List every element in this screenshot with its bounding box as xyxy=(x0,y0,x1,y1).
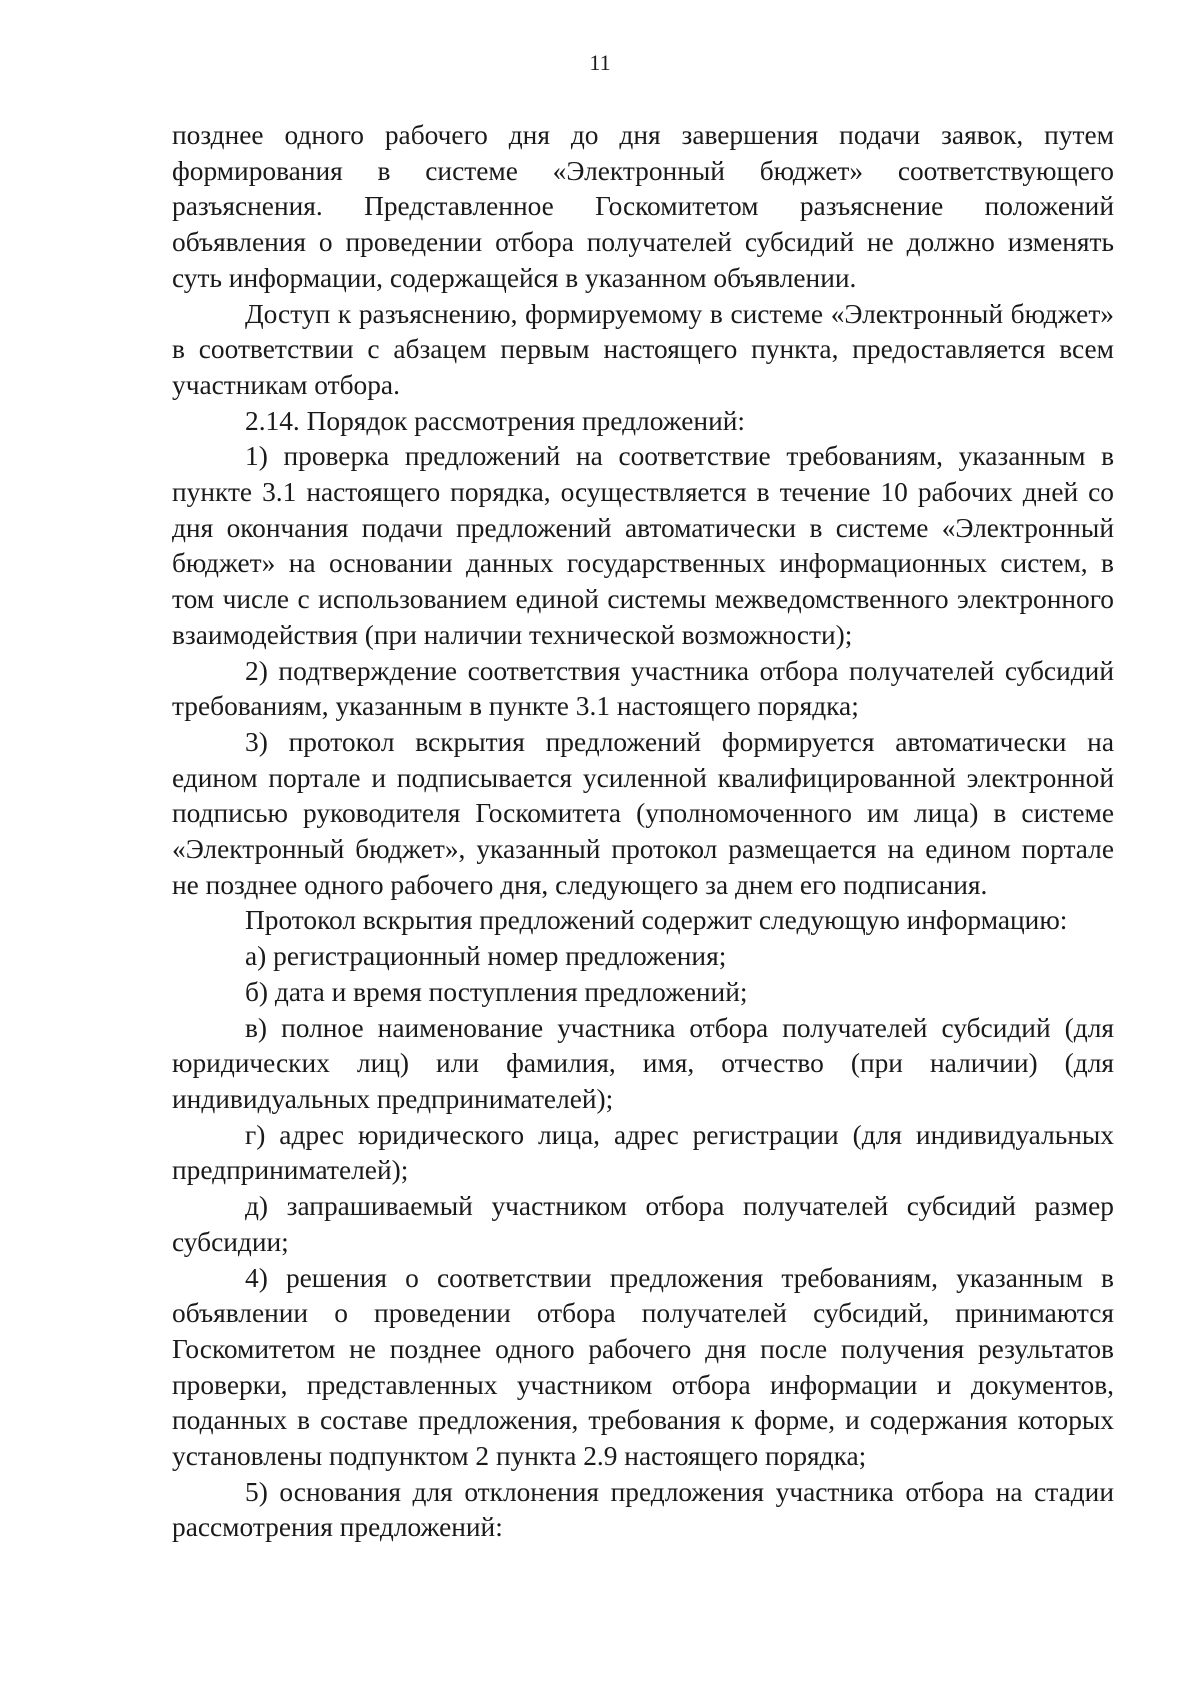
document-body xyxy=(172,118,1114,1546)
sub-list-item: г) адрес юридического лица, адрес регистрации (для индивидуальных предпринимателей); xyxy=(172,1119,1114,1186)
page-number: 11 xyxy=(589,50,611,75)
sub-list-item: в) полное наименование участника отбора получателей субсидий (для юридических лиц) или фамилия, имя, отчество (при наличии) (для индивидуальных предпринимателей); xyxy=(172,1012,1114,1114)
list-item: 3) протокол вскрытия предложений формируется автоматически на едином портале и подписывается усиленной квалифицированной электронной подписью руководителя Госкомитета (уполномоченного им лица) в системе «Электронный бюджет», указанный протокол размещается на едином портале не позднее одного рабочего дня, следующего за днем его подписания. xyxy=(172,726,1114,900)
sub-list-item: д) запрашиваемый участником отбора получателей субсидий размер субсидии; xyxy=(172,1191,1114,1257)
paragraph: Протокол вскрытия предложений содержит следующую информацию: xyxy=(245,905,1068,936)
list-item: 4) решения о соответствии предложения требованиям, указанным в объявлении о проведении отбора получателей субсидий, принимаются Госкомитетом не позднее одного рабочего дня после получения результатов проверки, представленных участником отбора информации и документов, поданных в составе предложения, требования к форме, и содержания которых установлены подпунктом 2 пункта 2.9 настоящего порядка; xyxy=(172,1262,1114,1472)
list-item: 5) основания для отклонения предложения участника отбора на стадии рассмотрения предложений: xyxy=(172,1476,1114,1543)
sub-list-item: б) дата и время поступления предложений; xyxy=(245,976,748,1007)
paragraph: позднее одного рабочего дня до дня завершения подачи заявок, путем формирования в системе «Электронный бюджет» соответствующего разъяснения. Представленное Госкомитетом разъяснение положений объявления о проведении отбора получателей субсидий не должно изменять суть информации, содержащейся в указанном объявлении. xyxy=(172,120,1114,293)
section-heading: 2.14. Порядок рассмотрения предложений: xyxy=(245,405,746,436)
paragraph: Доступ к разъяснению, формируемому в системе «Электронный бюджет» в соответствии с абзацем первым настоящего пункта, предоставляется всем участникам отбора. xyxy=(172,298,1114,400)
sub-list-item: а) регистрационный номер предложения; xyxy=(245,941,727,972)
list-item: 1) проверка предложений на соответствие требованиям, указанным в пункте 3.1 настоящего порядка, осуществляется в течение 10 рабочих дней со дня окончания подачи предложений автоматически в системе «Электронный бюджет» на основании данных государственных информационных систем, в том числе с использованием единой системы межведомственного электронного взаимодействия (при наличии технической возможности); xyxy=(172,441,1114,650)
list-item: 2) подтверждение соответствия участника отбора получателей субсидий требованиям, указанным в пункте 3.1 настоящего порядка; xyxy=(172,655,1114,722)
